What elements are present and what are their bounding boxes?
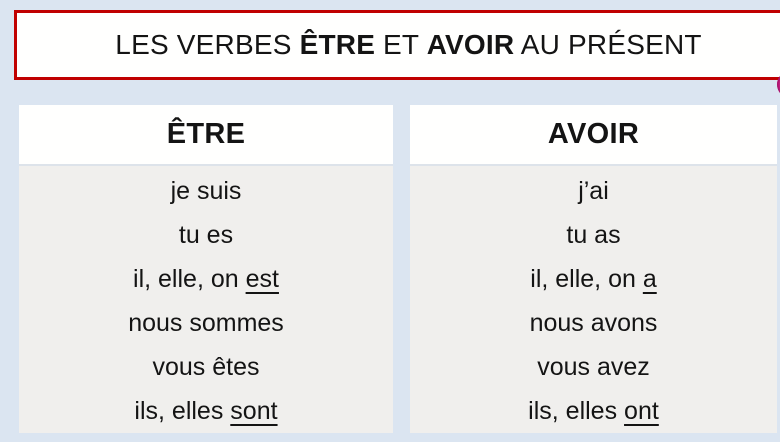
title-text-segment: ET xyxy=(375,29,427,60)
row-underlined-text: a xyxy=(642,265,657,293)
title-banner xyxy=(14,10,780,80)
avoir-table-header: AVOIR xyxy=(410,105,777,166)
row-underlined-text: sont xyxy=(230,397,278,425)
conjugation-row-il xyxy=(410,257,777,301)
title-text-segment: LES VERBES xyxy=(115,29,300,60)
row-text: vous êtes xyxy=(152,353,260,381)
conjugation-row-il xyxy=(19,257,393,301)
conjugation-row-vous xyxy=(410,345,777,389)
conjugation-row-ils xyxy=(410,389,777,433)
row-text: il, elle, on xyxy=(133,265,246,293)
conjugation-row-je xyxy=(19,169,393,213)
title-text-segment: AU PRÉSENT xyxy=(514,29,702,60)
row-text: ils, elles xyxy=(134,397,231,425)
avoir-table xyxy=(410,105,777,431)
row-text: il, elle, on xyxy=(530,265,643,293)
row-text: nous sommes xyxy=(128,309,284,337)
conjugation-row-tu xyxy=(19,213,393,257)
row-text: tu es xyxy=(178,221,234,249)
title-text-avoir: AVOIR xyxy=(426,29,515,60)
row-text: vous avez xyxy=(537,353,650,381)
etre-table xyxy=(19,105,393,431)
row-text: nous avons xyxy=(529,309,658,337)
avoir-table-body xyxy=(410,166,777,433)
title-text-etre: ÊTRE xyxy=(299,29,376,60)
row-underlined-text: ont xyxy=(624,397,659,425)
etre-table-body xyxy=(19,166,393,433)
etre-table-header: ÊTRE xyxy=(19,105,393,166)
conjugation-row-tu xyxy=(410,213,777,257)
row-text: tu as xyxy=(566,221,621,249)
row-text: j’ai xyxy=(578,177,609,205)
conjugation-row-je xyxy=(410,169,777,213)
conjugation-row-ils xyxy=(19,389,393,433)
conjugation-row-vous xyxy=(19,345,393,389)
conjugation-row-nous xyxy=(410,301,777,345)
row-text: ils, elles xyxy=(528,397,625,425)
conjugation-row-nous xyxy=(19,301,393,345)
row-underlined-text: est xyxy=(245,265,279,293)
row-text: je suis xyxy=(170,177,242,205)
